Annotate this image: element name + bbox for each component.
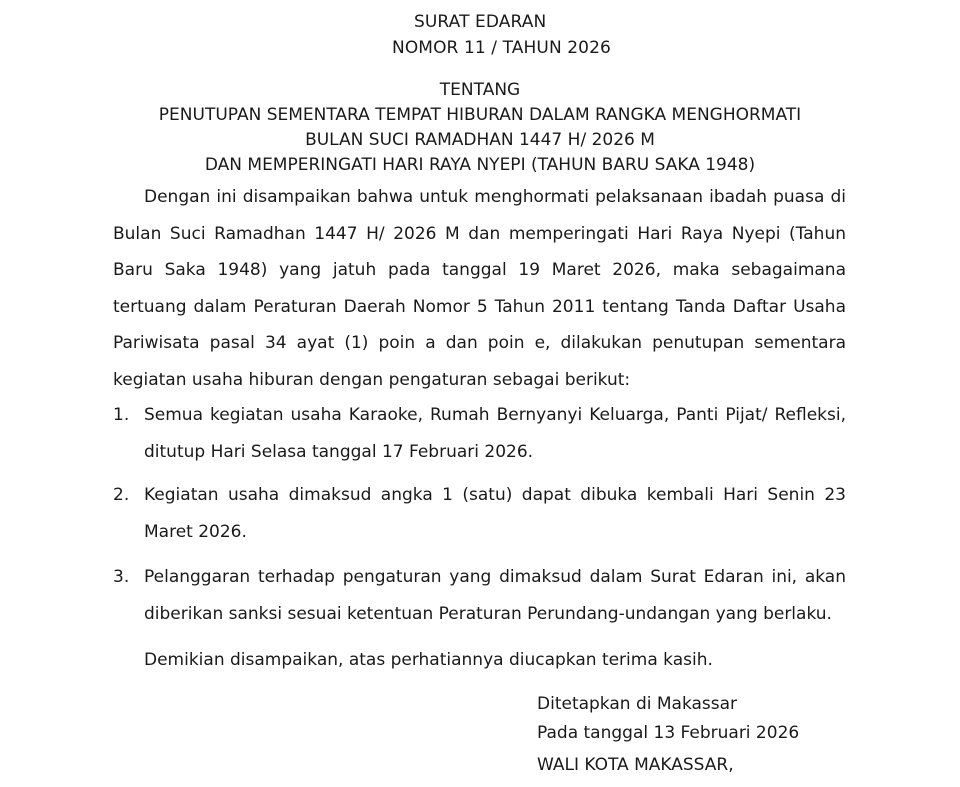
- subject-line-3: DAN MEMPERINGATI HARI RAYA NYEPI (TAHUN BARU SAKA 1948): [204, 155, 756, 175]
- subject-line-2: BULAN SUCI RAMADHAN 1447 H/ 2026 M: [305, 130, 655, 150]
- letter-title: SURAT EDARAN: [414, 12, 547, 32]
- signature-date: Pada tanggal 13 Februari 2026: [537, 723, 800, 743]
- list-item-text: Kegiatan usaha dimaksud angka 1 (satu) dapat dibuka kembali Hari Senin 23 Maret 2026.: [144, 485, 846, 542]
- list-item: [113, 397, 846, 470]
- subject-line-1: PENUTUPAN SEMENTARA TEMPAT HIBURAN DALAM RANGKA MENGHORMATI: [158, 105, 802, 125]
- list-item-text: Pelanggaran terhadap pengaturan yang dimaksud dalam Surat Edaran ini, akan diberikan sanksi sesuai ketentuan Peraturan Perundang-undangan yang berlaku.: [144, 567, 846, 624]
- list-item: [113, 559, 846, 632]
- list-item-number: 3.: [113, 567, 130, 587]
- letter-number: NOMOR 11 / TAHUN 2026: [392, 38, 611, 58]
- list-item-text: Semua kegiatan usaha Karaoke, Rumah Bernyanyi Keluarga, Panti Pijat/ Refleksi, ditutup Hari Selasa tanggal 17 Februari 2026.: [144, 405, 846, 462]
- closing-statement: Demikian disampaikan, atas perhatiannya diucapkan terima kasih.: [144, 650, 713, 670]
- subject-label: TENTANG: [439, 80, 521, 100]
- signature-place: Ditetapkan di Makassar: [537, 694, 738, 714]
- intro-paragraph: Dengan ini disampaikan bahwa untuk menghormati pelaksanaan ibadah puasa di Bulan Suci Ramadhan 1447 H/ 2026 M dan memperingati Hari Raya Nyepi (Tahun Baru Saka 1948) yang jatuh pada tanggal 19 Maret 2026, maka sebagaimana tertuang dalam Peraturan Daerah Nomor 5 Tahun 2011 tentang Tanda Daftar Usaha Pariwisata pasal 34 ayat (1) poin a dan poin e, dilakukan penutupan sementara kegiatan usaha hiburan dengan pengaturan sebagai berikut:: [113, 187, 846, 390]
- signature-title: WALI KOTA MAKASSAR,: [537, 755, 734, 775]
- list-item-number: 1.: [113, 405, 130, 425]
- list-item-number: 2.: [113, 485, 130, 505]
- list-item: [113, 477, 846, 550]
